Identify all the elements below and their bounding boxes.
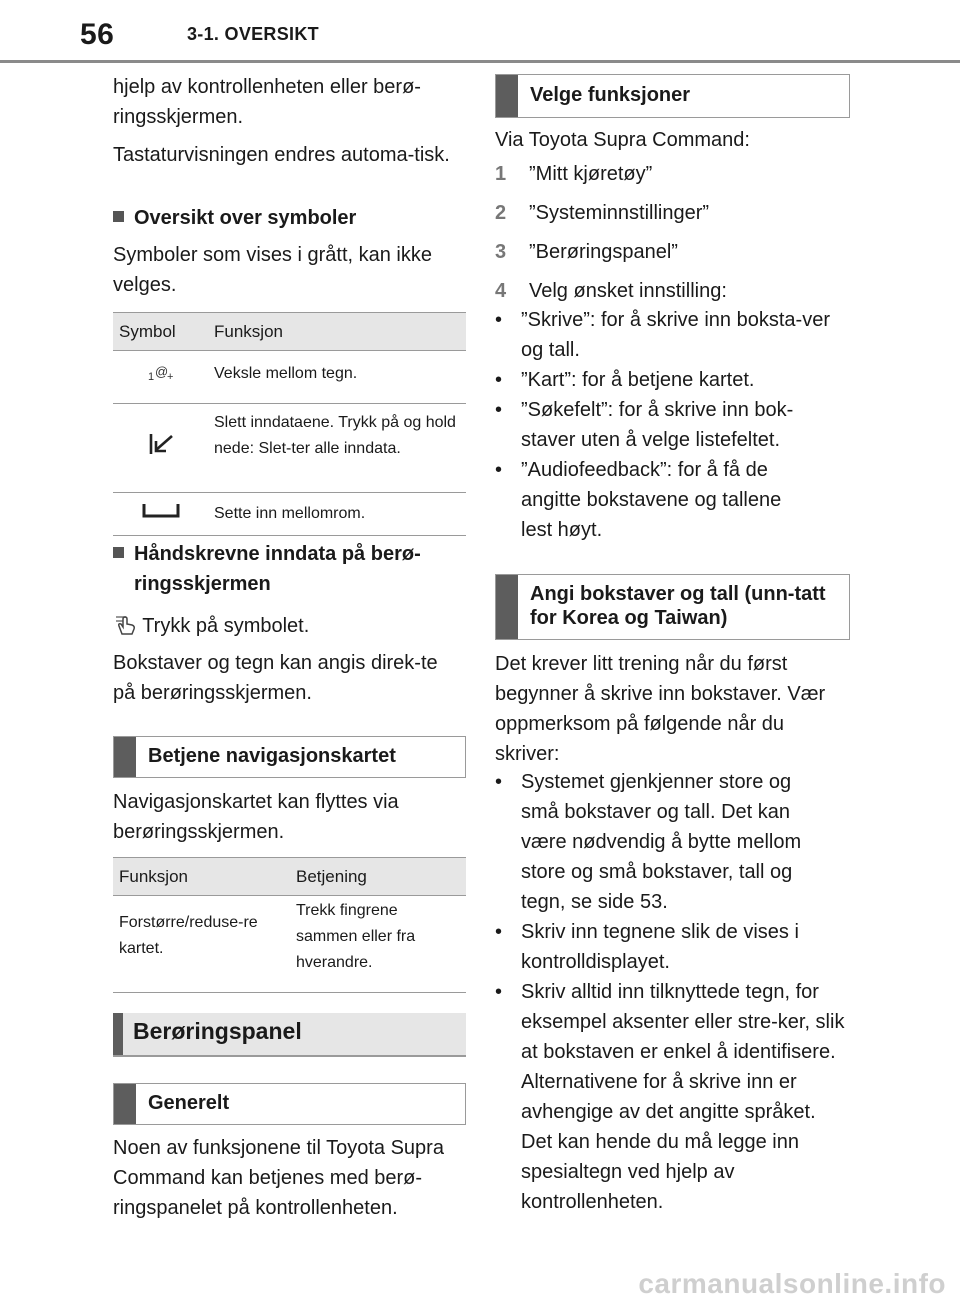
step-item <box>495 159 855 189</box>
bar-marker <box>496 75 518 117</box>
step-item <box>495 276 855 306</box>
general-section-bar <box>113 1083 466 1125</box>
intro-paragraph-1: hjelp av kontrollenheten eller berø-ringsskjermen. <box>113 76 421 128</box>
square-bullet-icon <box>113 211 124 222</box>
function-cell: Forstørre/reduse-re kartet. <box>113 896 290 993</box>
column-header: Funksjon <box>208 313 466 351</box>
select-functions-bar <box>495 74 850 118</box>
bar-marker <box>496 575 518 639</box>
table-header-row <box>113 313 466 351</box>
switch-chars-icon <box>146 363 176 383</box>
column-header: Betjening <box>290 858 466 896</box>
steps-list <box>495 159 855 306</box>
step-number: 3 <box>495 241 507 263</box>
symbols-text: Symboler som vises i grått, kan ikke velges. <box>113 244 432 296</box>
symbols-heading-text: Oversikt over symboler <box>134 207 357 229</box>
via-text: Via Toyota Supra Command: <box>495 129 750 151</box>
table-row <box>113 404 466 493</box>
letters-section-bar <box>495 574 850 640</box>
letters-section-title: Angi bokstaver og tall (unn-tatt for Korea og Taiwan) <box>530 583 826 629</box>
handwriting-hand-icon <box>113 613 137 635</box>
bullet-dot-icon: • <box>495 981 503 1003</box>
step-text: ”Berøringspanel” <box>529 241 678 263</box>
list-item <box>495 767 845 917</box>
list-item <box>495 365 840 395</box>
column-header: Symbol <box>113 313 208 351</box>
list-item <box>495 395 840 455</box>
tips-list <box>495 767 845 1217</box>
symbol-table <box>113 312 466 536</box>
symbol-cell <box>113 351 208 404</box>
general-section-title: Generelt <box>148 1092 230 1114</box>
bar-marker <box>113 1013 123 1055</box>
bar-marker <box>114 737 136 777</box>
function-cell: Sette inn mellomrom. <box>208 493 466 536</box>
handwriting-tap-text: Trykk på symbolet. <box>142 615 310 637</box>
step-number: 4 <box>495 280 507 302</box>
touchpad-chapter-bar <box>113 1013 466 1057</box>
step-item <box>495 198 855 228</box>
bullet-dot-icon: • <box>495 369 503 391</box>
options-list <box>495 305 840 545</box>
touchpad-chapter-title: Berøringspanel <box>133 1018 302 1044</box>
list-item <box>495 305 840 365</box>
bullet-dot-icon: • <box>495 399 503 421</box>
header-divider <box>0 60 960 63</box>
list-item <box>495 977 845 1217</box>
letters-text: Det krever litt trening når du først begynner å skrive inn bokstaver. Vær oppmerksom på følgende når du skriver: <box>495 653 826 765</box>
list-item-text: Skriv alltid inn tilknyttede tegn, for eksempel aksenter eller stre-ker, slik at bokstaven er enkel å identifisere. Alternativene for å skrive inn er avhengige av det angitte språket. Det kan hende du må legge inn spesialtegn ved hjelp av kontrollenheten. <box>521 981 845 1213</box>
step-item <box>495 237 855 267</box>
function-cell: Slett inndataene. Trykk på og hold nede: Slet-ter alle inndata. <box>208 404 466 493</box>
list-item <box>495 917 845 977</box>
page-number: 56 <box>80 18 115 51</box>
operation-cell: Trekk fingrene sammen eller fra hverandre. <box>290 896 466 993</box>
table-row <box>113 493 466 536</box>
list-item-text: ”Kart”: for å betjene kartet. <box>521 369 755 391</box>
table-row <box>113 351 466 404</box>
section-title: 3-1. OVERSIKT <box>187 24 319 44</box>
svg-text:1: 1 <box>147 371 154 383</box>
step-text: Velg ønsket innstilling: <box>529 280 727 302</box>
step-number: 1 <box>495 163 507 185</box>
step-text: ”Mitt kjøretøy” <box>529 163 653 185</box>
function-cell: Veksle mellom tegn. <box>208 351 466 404</box>
symbol-cell <box>113 493 208 536</box>
list-item-text: ”Søkefelt”: for å skrive inn bok-staver uten å velge listefeltet. <box>521 399 794 451</box>
bullet-dot-icon: • <box>495 309 503 331</box>
square-bullet-icon <box>113 547 124 558</box>
step-text: ”Systeminnstillinger” <box>529 202 710 224</box>
svg-text:@: @ <box>154 364 168 379</box>
symbols-heading <box>113 203 356 233</box>
table-row <box>113 896 466 993</box>
handwriting-heading-text: Håndskrevne inndata på berø-ringsskjermen <box>134 543 421 595</box>
bullet-dot-icon: • <box>495 771 503 793</box>
column-header: Funksjon <box>113 858 290 896</box>
general-text: Noen av funksjonene til Toyota Supra Command kan betjenes med berø-ringspanelet på kontrollenheten. <box>113 1137 444 1219</box>
table-header-row <box>113 858 466 896</box>
bullet-dot-icon: • <box>495 921 503 943</box>
space-icon <box>141 501 181 519</box>
nav-section-title: Betjene navigasjonskartet <box>148 745 396 767</box>
bar-marker <box>114 1084 136 1124</box>
svg-text:+: + <box>166 371 173 383</box>
list-item <box>495 455 840 545</box>
nav-section-bar <box>113 736 466 778</box>
list-item-text: Systemet gjenkjenner store og små bokstaver og tall. Det kan være nødvendig å bytte mellom store og små bokstaver, tall og tegn, se side 53. <box>521 771 802 913</box>
delete-arrow-icon <box>147 432 175 456</box>
bullet-dot-icon: • <box>495 459 503 481</box>
nav-text: Navigasjonskartet kan flyttes via berøringsskjermen. <box>113 791 399 843</box>
left-intro <box>113 72 473 170</box>
handwriting-text: Bokstaver og tegn kan angis direk-te på berøringsskjermen. <box>113 652 438 704</box>
nav-table <box>113 857 466 993</box>
list-item-text: ”Audiofeedback”: for å få de angitte bokstavene og tallene lest høyt. <box>521 459 782 541</box>
select-functions-title: Velge funksjoner <box>530 84 691 106</box>
list-item-text: Skriv inn tegnene slik de vises i kontrolldisplayet. <box>521 921 799 973</box>
list-item-text: ”Skrive”: for å skrive inn boksta-ver og tall. <box>521 309 830 361</box>
step-number: 2 <box>495 202 507 224</box>
symbol-cell <box>113 404 208 493</box>
intro-paragraph-2: Tastaturvisningen endres automa-tisk. <box>113 144 450 166</box>
handwriting-tap <box>113 611 309 641</box>
handwriting-heading <box>113 539 494 599</box>
watermark: carmanualsonline.info <box>638 1268 946 1299</box>
